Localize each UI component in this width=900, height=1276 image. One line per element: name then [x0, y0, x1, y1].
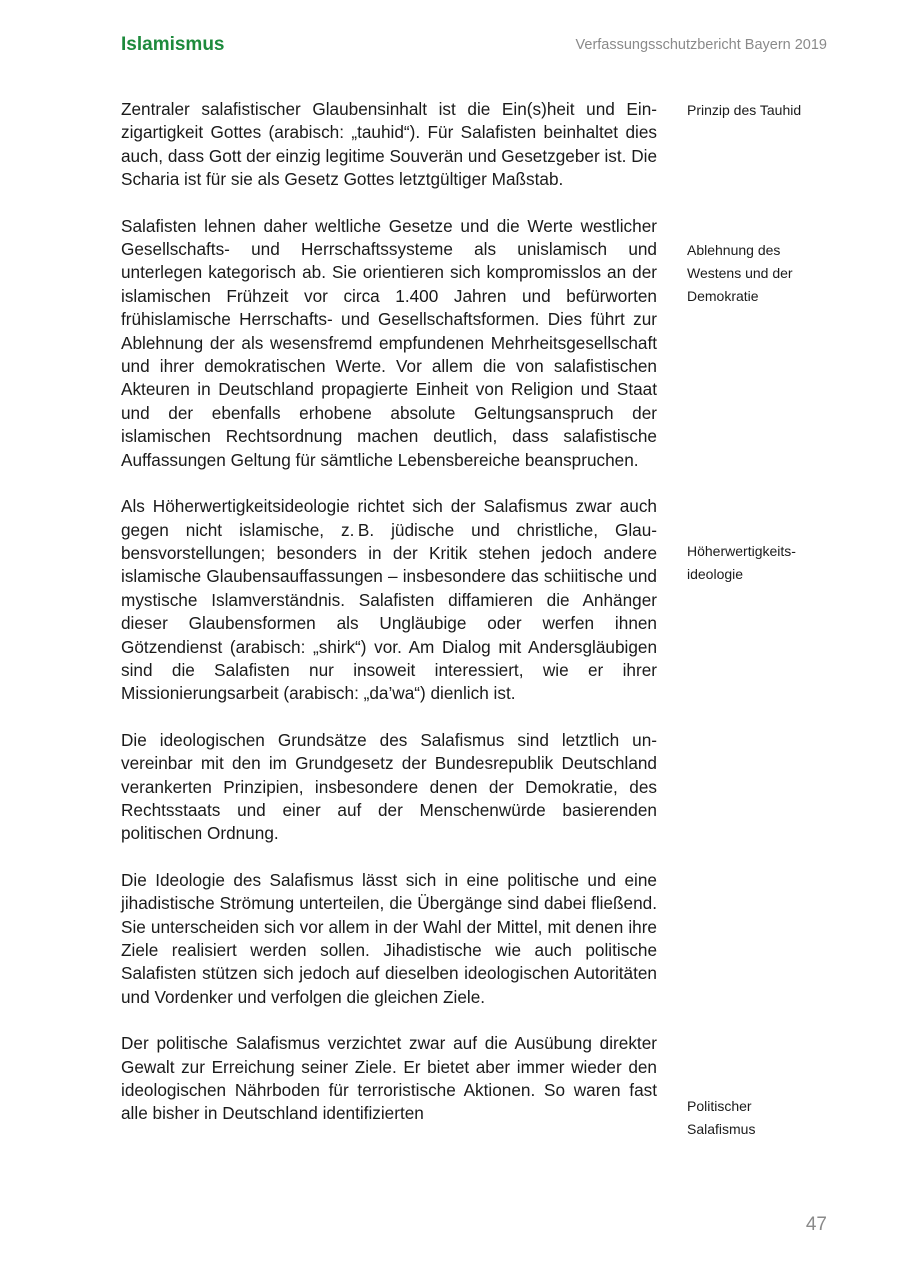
margin-note-rejection-west: Ablehnung des Westens und der Demokratie — [687, 242, 793, 304]
section-title: Islamismus — [121, 34, 225, 55]
margin-note-superiority: Höherwertigkeitsideologie — [687, 543, 796, 582]
paragraph-superiority-ideology: Als Höherwertigkeitsideologie richtet sich der Salafismus zwar auch gegen nicht islamische, z. B. jüdische und christliche, Glaubensvorstellungen; besonders in der Kritik stehen jedoch andere islamische Glaubensauffassungen – insbesondere das schiitische und mystische Islamverständnis. Salafisten diffamieren die Anhänger dieser Glaubensformen als Ungläubige oder werfen ihnen Götzendienst (arabisch: „shirk“) vor. Am Dialog mit Andersgläubigen sind die Salafisten nur insoweit interessiert, wie er ihrer Missionierungsarbeit (arabisch: „da’wa“) dienlich ist. — [121, 496, 657, 704]
main-text — [121, 98, 657, 1149]
page-number: 47 — [805, 1214, 827, 1235]
paragraph-tauhid: Zentraler salafistischer Glaubensinhalt ist die Ein(s)heit und Einzigartigkeit Gottes (arabisch: „tauhid“). Für Salafisten beinhaltet dies auch, dass Gott der einzig legitime Souverän und Gesetzgeber ist. Die Scharia ist für sie als Gesetz Gottes letztgültiger Maßstab. — [121, 99, 657, 190]
margin-note-political-salafism: Politischer Salafismus — [687, 1098, 756, 1137]
paragraph-rejection-west: Salafisten lehnen daher weltliche Gesetze und die Werte westlicher Gesellschafts- und Herrschaftssysteme als unislamisch und unterlegen kategorisch ab. Sie orientieren sich kompromisslos an der islamischen Frühzeit vor circa 1.400 Jahren und befürworten frühislamische Herrschafts- und Gesellschaftsformen. Dies führt zur Ablehnung der als wesensfremd empfundenen Mehrheitsgesellschaft und ihrer demokratischen Werte. Vor allem die von salafistischen Akteuren in Deutschland propagierte Einheit von Religion und Staat und der ebenfalls erhobene absolute Geltungsanspruch der islamischen Rechtsordnung machen deutlich, dass salafistische Auffassungen Geltung für sämtliche Lebensbereiche beanspruchen. — [121, 215, 657, 470]
report-title: Verfassungsschutzbericht Bayern 2019 — [575, 37, 827, 53]
paragraph-incompatibility: Die ideologischen Grundsätze des Salafismus sind letztlich unvereinbar mit den im Grundgesetz der Bundesrepublik Deutschland verankerten Prinzipien, insbesondere denen der Demokratie, des Rechtsstaats und einer auf der Menschenwürde basierenden politischen Ordnung. — [121, 729, 657, 844]
paragraph-currents: Die Ideologie des Salafismus lässt sich in eine politische und eine jihadistische Strömung unterteilen, die Übergänge sind dabei fließend. Sie unterscheiden sich vor allem in der Wahl der Mittel, mit denen ihre Ziele realisiert werden sollen. Jihadistische wie auch politische Salafisten stützen sich jedoch auf dieselben ideologischen Autoritäten und Vordenker und verfolgen die gleichen Ziele. — [121, 869, 657, 1007]
margin-note-tauhid: Prinzip des Tauhid — [687, 102, 802, 118]
paragraph-political-salafism: Der politische Salafismus verzichtet zwar auf die Ausübung direkter Gewalt zur Erreichung seiner Ziele. Er bietet aber immer wieder den ideologischen Nährboden für terroristische Aktionen. So waren fast alle bisher in Deutschland identifizierten — [121, 1033, 657, 1124]
